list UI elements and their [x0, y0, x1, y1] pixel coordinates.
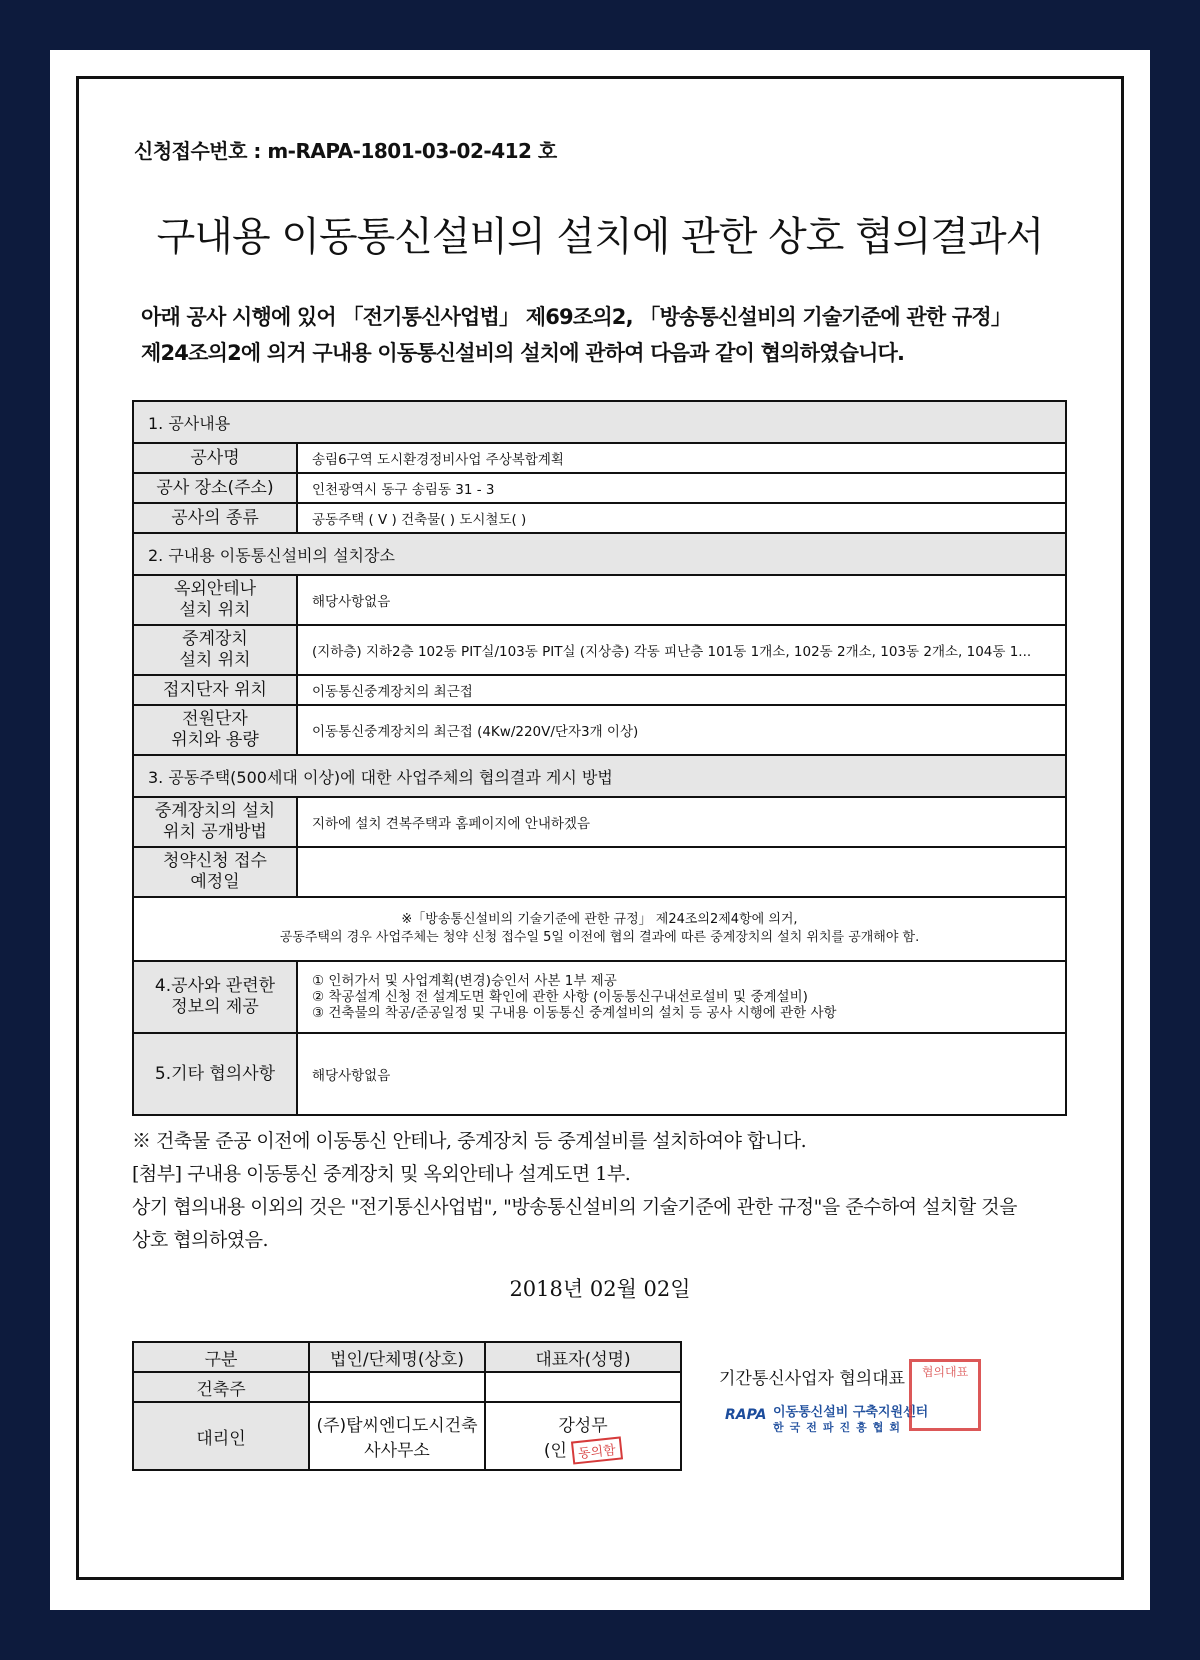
- disclose-method-value: 지하에 설치 견복주택과 홈페이지에 안내하겠음: [297, 797, 1066, 847]
- section-2-header: 2. 구내용 이동통신설비의 설치장소: [133, 533, 1066, 575]
- regulation-note: [133, 897, 1066, 961]
- note-line-1: ※「방송통신설비의 기술기준에 관한 규정」 제24조의2제4항에 의거,: [401, 912, 798, 927]
- application-number: 신청접수번호 : m-RAPA-1801-03-02-412 호: [134, 139, 557, 163]
- document-frame: [76, 76, 1124, 1580]
- info-item-3: ③ 건축물의 착공/준공일정 및 구내용 이동통신 중계설비의 설치 등 공사 시행에 관한 사항: [312, 1005, 837, 1021]
- repeater-location-value: (지하층) 지하2층 102동 PIT실/103동 PIT실 (지상층) 각동 피난층 101동 1개소, 102동 2개소, 103동 2개소, 104동 1...: [297, 625, 1066, 675]
- section-3-header: 3. 공동주택(500세대 이상)에 대한 사업주체의 협의결과 게시 방법: [133, 755, 1066, 797]
- disclose-label-line-2: 위치 공개방법: [163, 822, 267, 842]
- project-name-value: 송림6구역 도시환경정비사업 주상복합계획: [297, 443, 1066, 473]
- repeater-label-line-2: 설치 위치: [179, 650, 251, 670]
- repeater-location-label: [133, 625, 297, 675]
- document-date: 2018년 02월 02일: [509, 1277, 691, 1301]
- info-provision-label: [133, 961, 297, 1033]
- footer-notes: [132, 1125, 1082, 1257]
- sig-header-representative: 대표자(성명): [485, 1342, 681, 1372]
- section-1-header: 1. 공사내용: [133, 401, 1066, 443]
- sig-row-agent-rep: [485, 1402, 681, 1470]
- seal-mark: (인: [543, 1440, 567, 1461]
- info-label-line-2: 정보의 제공: [171, 997, 259, 1017]
- intro-text: [141, 299, 1071, 371]
- agent-representative: 강성무: [558, 1415, 608, 1436]
- antenna-location-label: [133, 575, 297, 625]
- note-line-2: 공동주택의 경우 사업주체는 청약 신청 접수일 5일 이전에 협의 결과에 따른 중계장치의 설치 위치를 공개해야 함.: [279, 930, 920, 945]
- agreement-table: [132, 400, 1067, 1116]
- disclose-label-line-1: 중계장치의 설치: [154, 801, 276, 821]
- agree-stamp: 동의함: [571, 1436, 623, 1464]
- subscription-date-label: [133, 847, 297, 897]
- disclose-method-label: [133, 797, 297, 847]
- subscription-date-value: [297, 847, 1066, 897]
- agent-company-line-1: (주)탑씨엔디도시건축: [316, 1416, 478, 1436]
- sig-row-owner-rep: [485, 1372, 681, 1402]
- subscribe-label-line-2: 예정일: [190, 872, 240, 892]
- agent-company-line-2: 사사무소: [364, 1441, 430, 1461]
- info-item-2: ② 착공설계 신청 전 설계도면 확인에 관한 사항 (이동통신구내선로설비 및 중계설비): [312, 989, 808, 1005]
- sig-header-type: 구분: [133, 1342, 309, 1372]
- power-terminal-value: 이동통신중계장치의 최근접 (4Kw/220V/단자3개 이상): [297, 705, 1066, 755]
- other-matters-label: 5.기타 협의사항: [133, 1033, 297, 1115]
- power-terminal-label: [133, 705, 297, 755]
- carrier-representative-label: 기간통신사업자 협의대표: [719, 1369, 906, 1389]
- agent-seal-area: [486, 1436, 680, 1462]
- project-place-value: 인천광역시 동구 송림동 31 - 3: [297, 473, 1066, 503]
- antenna-label-line-1: 옥외안테나: [173, 579, 257, 599]
- document-page: [50, 50, 1150, 1610]
- footer-line-3: 상기 협의내용 이외의 것은 "전기통신사업법", "방송통신설비의 기술기준에 관한 규정"을 준수하여 설치할 것을: [132, 1196, 1018, 1218]
- sig-row-owner-label: 건축주: [133, 1372, 309, 1402]
- repeater-label-line-1: 중계장치: [182, 629, 248, 649]
- power-label-line-1: 전원단자: [182, 709, 248, 729]
- project-type-value: 공동주택 ( V ) 건축물( ) 도시철도( ): [297, 503, 1066, 533]
- intro-line-1: 아래 공사 시행에 있어 「전기통신사업법」 제69조의2, 「방송통신설비의 기술기준에 관한 규정」: [141, 305, 1012, 329]
- info-item-1: ① 인허가서 및 사업계획(변경)승인서 사본 1부 제공: [312, 973, 617, 989]
- project-place-label: 공사 장소(주소): [133, 473, 297, 503]
- sig-header-company: 법인/단체명(상호): [309, 1342, 485, 1372]
- footer-line-1: ※ 건축물 준공 이전에 이동통신 안테나, 중계장치 등 중계설비를 설치하여야 합니다.: [132, 1130, 807, 1152]
- ground-terminal-value: 이동통신중계장치의 최근접: [297, 675, 1066, 705]
- antenna-label-line-2: 설치 위치: [179, 600, 251, 620]
- subscribe-label-line-1: 청약신청 접수: [163, 851, 267, 871]
- sig-row-agent-label: 대리인: [133, 1402, 309, 1470]
- document-title: 구내용 이동통신설비의 설치에 관한 상호 협의결과서: [156, 214, 1044, 260]
- info-provision-list: [297, 961, 1066, 1033]
- rapa-logo-icon: RAPA: [725, 1407, 767, 1423]
- signature-table: [132, 1341, 682, 1471]
- antenna-location-value: 해당사항없음: [297, 575, 1066, 625]
- ground-terminal-label: 접지단자 위치: [133, 675, 297, 705]
- rapa-org-name: 한국전파진흥협회: [773, 1421, 907, 1434]
- rapa-center-name: 이동통신설비 구축지원센터: [773, 1405, 929, 1420]
- footer-line-2: [첨부] 구내용 이동통신 중계장치 및 옥외안테나 설계도면 1부.: [132, 1163, 631, 1185]
- other-matters-value: 해당사항없음: [297, 1033, 1066, 1115]
- power-label-line-2: 위치와 용량: [171, 730, 259, 750]
- intro-line-2: 제24조의2에 의거 구내용 이동통신설비의 설치에 관하여 다음과 같이 협의하였습니다.: [141, 341, 905, 365]
- sig-row-agent-company: [309, 1402, 485, 1470]
- project-type-label: 공사의 종류: [133, 503, 297, 533]
- info-label-line-1: 4.공사와 관련한: [154, 976, 276, 996]
- project-name-label: 공사명: [133, 443, 297, 473]
- sig-row-owner-company: [309, 1372, 485, 1402]
- footer-line-4: 상호 협의하였음.: [132, 1229, 269, 1251]
- official-seal-icon: 협의대표: [909, 1359, 981, 1431]
